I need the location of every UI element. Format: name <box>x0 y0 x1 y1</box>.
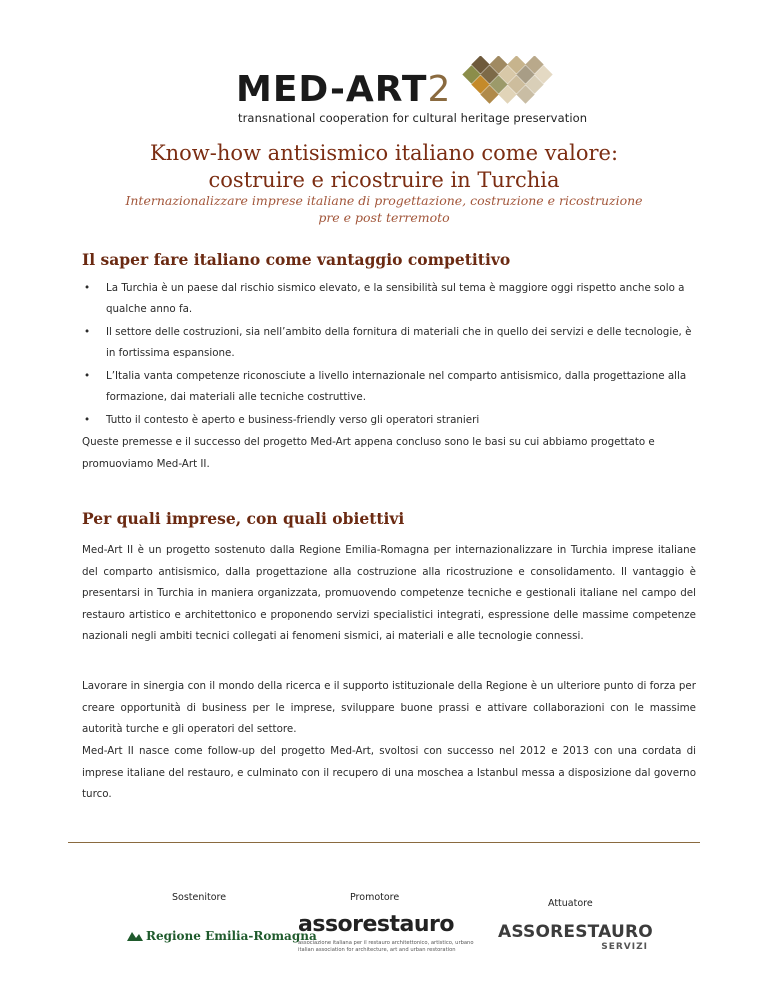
sostenitore-label: Sostenitore <box>172 892 227 903</box>
subtitle-line-2: pre e post terremoto <box>318 210 450 225</box>
mosaic-icon <box>448 56 558 112</box>
promotore-label: Promotore <box>350 892 400 903</box>
med-art-logo <box>236 56 588 132</box>
section2-paragraph-2: Lavorare in sinergia con il mondo della ricerca e il supporto istituzionale della Regione è un ulteriore punto di forza per creare opportunità di business per le imprese, sviluppare buone prassi e attivare collaborazioni con le massime autorità turche e gli operatori del settore. <box>82 680 696 735</box>
section1-closing-paragraph: Queste premesse e il successo del progetto Med-Art appena concluso sono le basi su cui abbiamo progettato e promuoviamo Med-Art II. <box>82 436 655 470</box>
logo-wordmark <box>236 70 451 110</box>
assorestauro-servizi-logo <box>498 922 658 958</box>
section-heading-competitive: Il saper fare italiano come vantaggio competitivo <box>82 250 511 269</box>
assorestauro-tagline-en: italian association for architecture, art and urban restoration <box>298 947 456 953</box>
bullet-item: • Tutto il contesto è aperto e business-friendly verso gli operatori stranieri <box>82 410 702 431</box>
assorestauro-tagline-it: associazione italiana per il restauro architettonico, artistico, urbano <box>298 940 474 946</box>
logo-word: MED-ART <box>236 69 428 110</box>
assorestauro-logo <box>298 912 474 958</box>
section-heading-objectives: Per quali imprese, con quali obiettivi <box>82 509 405 528</box>
logo-tagline: transnational cooperation for cultural heritage preservation <box>238 111 588 125</box>
section2-paragraph-1: Med-Art II è un progetto sostenuto dalla Regione Emilia-Romagna per internazionalizzare in Turchia imprese italiane del comparto antisismico, dalla progettazione alla costruzione alla ricostruzione e consolidamento. Il vantaggio è presentarsi in Turchia in maniera organizzata, promuovendo competenze tecniche e gestionali italiane nel campo del restauro artistico e architettonico e proponendo servizi specialistici integrati, espressione delle massime competenze nazionali negli ambiti tecnici collegati ai fenomeni sismici, ai materiali e alle tecnologie connessi. <box>82 544 696 642</box>
footer-divider <box>68 842 700 843</box>
section2-paragraph-3: Med-Art II nasce come follow-up del progetto Med-Art, svoltosi con successo nel 2012 e 2013 con una cordata di imprese italiane del restauro, e culminato con il recupero di una moschea a Istanbul messa a disposizione dal governo turco. <box>82 745 696 800</box>
bullet-item: • L’Italia vanta competenze riconosciute a livello internazionale nel comparto antisismico, dalla progettazione alla formazione, dai materiali alle tecniche costruttive. <box>82 366 702 408</box>
regione-emilia-romagna-logo <box>126 928 317 944</box>
servizi-subtitle: SERVIZI <box>601 942 648 952</box>
attuatore-label: Attuatore <box>548 898 593 909</box>
assorestauro-tagline <box>298 940 474 954</box>
bullet-item: • La Turchia è un paese dal rischio sismico elevato, e la sensibilità sul tema è maggiore oggi rispetto anche solo a qualche anno fa. <box>82 278 702 320</box>
document-title <box>0 140 768 194</box>
region-emblem-icon <box>126 929 144 943</box>
subtitle-line-1: Internazionalizzare imprese italiane di progettazione, costruzione e ricostruzione <box>125 193 643 208</box>
title-line-2: costruire e ricostruire in Turchia <box>208 168 560 192</box>
bullet-list <box>82 278 702 433</box>
bullet-item: • Il settore delle costruzioni, sia nell’ambito della fornitura di materiali che in quello dei servizi e delle tecnologie, è in fortissima espansione. <box>82 322 702 364</box>
assorestauro-wordmark: assorestauro <box>298 912 455 937</box>
document-subtitle <box>0 192 768 226</box>
servizi-wordmark: ASSORESTAURO <box>498 922 653 942</box>
logo-number: 2 <box>427 69 452 110</box>
region-logo-text: Regione Emilia-Romagna <box>146 929 317 943</box>
title-line-1: Know-how antisismico italiano come valore: <box>149 141 619 165</box>
